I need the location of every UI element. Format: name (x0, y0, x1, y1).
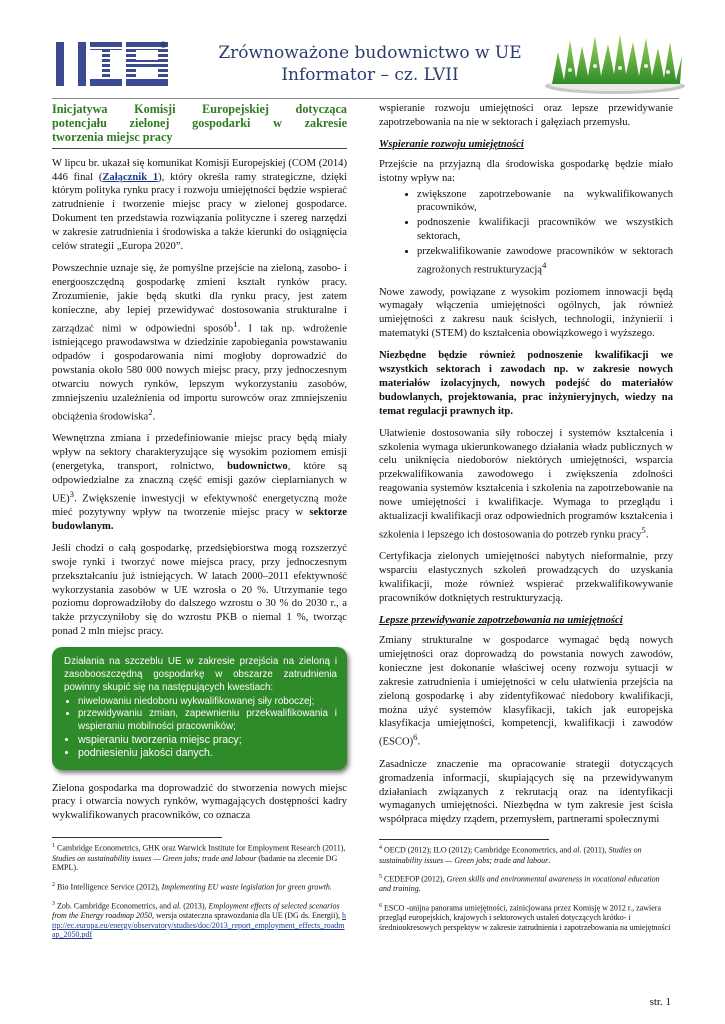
eu-actions-list (64, 696, 337, 760)
paragraph-qualifications-bold: Niezbędne będzie również podnoszenie kwalifikacji we wszystkich sektorach i zawodach np. w zakresie nowych materiałów izolacyjnych, nowych podejść do materiałów budowlanych, projektowania, prac inżynieryjnych, wiedzy na temat regulacji prawnych itp. (379, 350, 673, 417)
itb-logo (56, 42, 168, 86)
paragraph-green-economy: Zielona gospodarka ma doprowadzić do stworzenia nowych miejsc pracy i otwarcia nowych rynków, wymagających dostępności kadry wykwalifikowanych pracowników, co oznacza (52, 782, 347, 822)
left-column (52, 102, 347, 948)
energy-roadmap-report-link[interactable]: http://ec.europa.eu/energy/observatory/studies/doc/2013_report_employment_effects_roadmap_2050.pdf (52, 911, 347, 940)
green-grass-crown-graphic (540, 30, 690, 94)
header-title (205, 42, 535, 86)
footnote-rule-right (379, 839, 549, 840)
paragraph-new-professions: Nowe zawody, powiązane z wysokim poziomem innowacji będą wymagały włączenia umiejętności ogólnych, jak również umiejętności z zakresu nauk ścisłych, technologii, inżynierii i matematyki (STEM) do kształcenia obowiązkowego i wyższego. (379, 286, 673, 340)
footnote-rule-left (52, 837, 222, 838)
paragraph-sectors: Wewnętrzna zmiana i przedefiniowanie miejsc pracy będą miały wpływ na sektory charakteryzujące się wysokim poziomem emisji (energetyka, transport, rolnictwo, budownictwo, które są odpowiedzialne za znaczną część emisji gazów cieplarnianych w UE)$^3$. Zwiększenie inwestycji w efektywność energetyczną może mieć pozytywny wpływ na tworzenie miejsc pracy w sektorze budowlanym. (52, 432, 347, 532)
footnote-3: $^3$ Zob. Cambridge Econometrics, and al. (2013), Employment effects of selected scenarios from the Energy roadmap 2050, wersja ostateczna sprawozdania dla UE (DG ds. Energii), http://ec.europa.eu/energy/observatory/studies/doc/2013_report_employment_effects_roadmap_2050.pdf (52, 900, 347, 940)
header-title-line1: Zrównoważone budownictwo w UE (218, 43, 522, 63)
eu-action-item: • wspieraniu tworzenia miejsc pracy; (78, 734, 337, 747)
article-title-line1: Inicjatywa Komisji Europejskiej dotycząca (52, 102, 347, 116)
eu-action-item: • niwelowaniu niedoboru wykwalifikowanej siły roboczej; (78, 696, 337, 709)
eu-actions-box (52, 647, 347, 769)
article-title (52, 102, 347, 149)
impact-item: • przekwalifikowanie zawodowe pracowników w sektorach zagrożonych restrukturyzacją$^4$ (417, 245, 673, 277)
annex-1-link[interactable]: Załącznik 1 (102, 171, 159, 183)
paragraph-certification: Certyfikacja zielonych umiejętności nabytych nieformalnie, przy wsparciu elastycznych szkoleń prowadzących do uzyskania kwalifikacji, może również wspierać przekwalifikowywanie pracowników dotkniętych restrukturyzacją. (379, 551, 673, 605)
header-rule (52, 98, 679, 99)
eu-action-item: • przewidywaniu zmian, zapewnieniu przekwalifikowania i wspieraniu mobilności pracowników; (78, 708, 337, 734)
paragraph-economy: Jeśli chodzi o całą gospodarkę, przedsiębiorstwa mogą rozszerzyć swoje rynki i tworzyć nowe miejsca pracy, przy jednoczesnym przekształcaniu już istniejących. W latach 2000–2011 efektywność wykorzystania zasobów w UE wzrosła o 20 %. Utrzymanie tego poziomu doprowadziłoby do dalszego wzrostu o 30 % do 2030 r., a także przyczyniłoby się do wzrostu PKB o niemal 1 %, tworząc ponad 2 mln miejsc pracy. (52, 542, 347, 638)
eu-actions-intro: Działania na szczeblu UE w zakresie przejścia na zieloną i zasobooszczędną gospodarkę w obszarze zatrudnienia powinny skupić się na następujących kwestiach: (64, 656, 337, 693)
footnote-5: $^5$ CEDEFOP (2012), Green skills and environmental awareness in vocational education and training. (379, 874, 660, 894)
footnote-1: $^1$ Cambridge Econometrics, GHK oraz Warwick Institute for Employment Research (2011), Studies on sustainability issues — Green jobs; trade and labour (badanie na zlecenie DG EMPL). (52, 843, 346, 873)
header-title-line2: Informator – cz. LVII (281, 65, 459, 85)
footnote-2: $^2$ Bio Intelligence Service (2012), Implementing EU waste legislation for green growth. (52, 881, 332, 892)
paragraph-transition: Powszechnie uznaje się, że pomyślne przejście na zieloną, zasobo- i energooszczędną gospodarkę zmieni kształt rynków pracy. Zrozumienie, jakie będą skutki dla rynku pracy, jest zatem konieczne, aby lepiej przewidywać dostosowania strukturalne i zarządzać nimi w odpowiedni sposób$^1$. I tak np. wdrożenie istniejącego prawodawstwa w dziedzinie zapobiegania powstawaniu odpadów i gospodarowania nimi mogłoby doprowadzić do powstania około 580 000 nowych miejsc pracy, przy jednoczesnym otwarciu nowych rynków, lepszym wykorzystaniu zasobów, zmniejszeniu uzależnienia od importu surowców oraz zmniejszeniu obciążenia środowiska$^2$. (52, 262, 347, 423)
article-title-line3: tworzenia miejsc pracy (52, 130, 173, 145)
footnote-6: $^6$ ESCO -unijna panorama umiejętności, zainicjowana przez Komisję w 2012 r., zawiera przegląd europejskich, krajowych i sektorowych ustaleń dotyczących krótko- i średniookresowych perspektyw w zakresie zatrudnienia i zapotrzebowania na umiejętności (379, 902, 671, 932)
impact-list (379, 188, 673, 278)
impact-item: • zwiększone zapotrzebowanie na wykwalifikowanych pracowników, (417, 188, 673, 216)
footnote-4: $^4$ OECD (2012); ILO (2012); Cambridge Econometrics, and al. (2011), Studies on sustainability issues — Green jobs; trade and labour. (379, 845, 642, 865)
paragraph-impact: Przejście na przyjazną dla środowiska gospodarkę będzie miało istotny wpływ na: (379, 158, 673, 184)
paragraph-strategies: Zasadnicze znaczenie ma opracowanie strategii dotyczących gromadzenia informacji, skupiających się na przewidywanym działaniach związanych z rekrutacją oraz na identyfikacji wymaganych umiejętności. Niezbędna w tym zakresie jest ścisła współpraca między rządem, przemysłem, partnerami społecznymi (379, 758, 673, 826)
right-column (379, 102, 673, 940)
paragraph-skills-continued: wspieranie rozwoju umiejętności oraz lepsze przewidywanie zapotrzebowania na nie w sektorach i gałęziach przemysłu. (379, 103, 673, 128)
paragraph-workforce: Ułatwienie dostosowania siły roboczej i systemów kształcenia i szkolenia wymaga ukierunkowanego działania władz publicznych w celu uniknięcia niedoborów niektórych umiejętności, wsparcia przekwalifikowania zawodowego i zwiększenia zdolności reagowania systemów kształcenia i szkolenia na zapotrzebowanie na nowe umiejętności i kwalifikacje. Wymaga to przeglądu i aktualizacji kwalifikacji oraz odpowiednich programów kształcenia i szkolenia i lepszego ich dostosowania do potrzeb rynku pracy$^5$. (379, 427, 673, 541)
impact-item: • podnoszenie kwalifikacji pracowników we wszystkich sektorach, (417, 216, 673, 244)
eu-action-item: • podniesieniu jakości danych. (78, 747, 337, 760)
page-number: str. 1 (649, 996, 671, 1008)
paragraph-intro: W lipcu br. ukazał się komunikat Komisji Europejskiej (COM (2014) 446 final (Załącznik 1), który określa ramy strategiczne, dzięki którym polityka rynku pracy i rozwoju umiejętności będzie wspierać zatrudnienie i tworzenie miejsc pracy w zielonej gospodarce. Dokument ten przedstawia rozwiązania polityczne i szereg narzędzi w zakresie zatrudnienia i środowiska a także kierunki do osiągnięcia celów strategii „Europa 2020”. (52, 157, 347, 253)
paragraph-structural-changes: Zmiany strukturalne w gospodarce wymagać będą nowych umiejętności oraz doprowadzą do powstania nowych zawodów, konieczne jest dokonanie właściwej oceny rozwoju sytuacji w zakresie zatrudnienia i umiejętności w celu ułatwienia przejścia na zieloną gospodarkę i aby zidentyfikować niedobory kwalifikacji, można użyć systemów klasyfikacji, takich jak europejska klasyfikacja umiejętności, kompetencji, kwalifikacji i zawodów (ESCO)$^6$. (379, 634, 673, 748)
article-title-line2: potencjału zielonej gospodarki w zakresie (52, 116, 347, 131)
section-heading-skills: Wspieranie rozwoju umiejętności (379, 138, 524, 150)
section-heading-forecasting: Lepsze przewidywanie zapotrzebowania na umiejętności (379, 615, 623, 627)
registered-mark: ® (160, 40, 167, 50)
